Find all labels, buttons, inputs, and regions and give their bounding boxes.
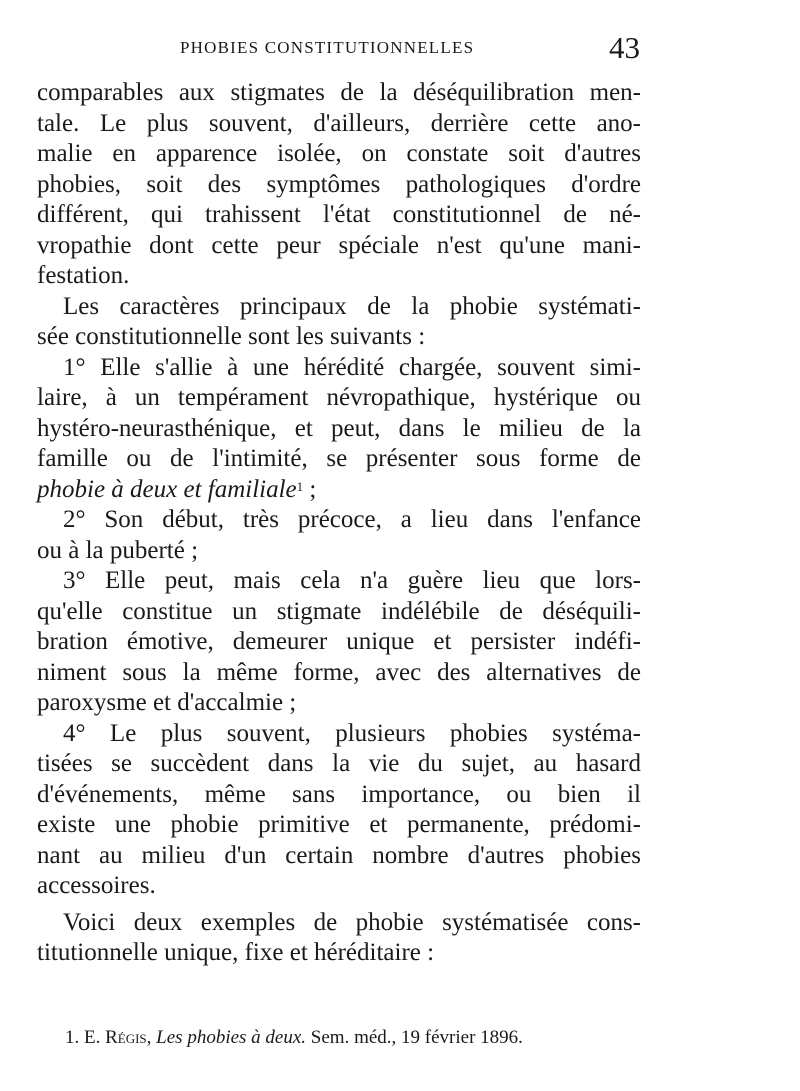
page-number: 43 bbox=[609, 30, 640, 65]
list-item-1-line: 1° Elle s'allie à une hérédité chargée, souvent simi- bbox=[63, 353, 641, 381]
text-line: famille ou de l'intimité, se présenter sous forme de bbox=[37, 445, 641, 472]
footnote-citation: Sem. méd., 19 février 1896. bbox=[306, 1027, 523, 1048]
paragraph-start-line: Voici deux exemples de phobie systématisée cons- bbox=[63, 908, 641, 936]
text-line: qu'elle constitue un stigmate indélébile de déséquili- bbox=[37, 597, 641, 625]
list-item-2-line: 2° Son début, très précoce, a lieu dans l'enfance bbox=[63, 506, 641, 533]
text-line: tisées se succèdent dans la vie du sujet, au hasard bbox=[37, 750, 641, 777]
footnote-ref[interactable]: 1 bbox=[296, 478, 304, 494]
text-line: festation. bbox=[37, 262, 130, 289]
text-line: paroxysme et d'accalmie ; bbox=[37, 689, 297, 716]
text-line: niment sous la même forme, avec des alternatives de bbox=[37, 658, 641, 686]
footnote-number: 1. bbox=[65, 1027, 84, 1048]
text-line: tale. Le plus souvent, d'ailleurs, derrière cette ano- bbox=[37, 109, 641, 137]
footnote-author: E. Régis, bbox=[84, 1027, 152, 1048]
page-header bbox=[0, 30, 800, 66]
text-line: sée constitutionnelle sont les suivants : bbox=[37, 323, 426, 350]
text-line: comparables aux stigmates de la déséquilibration men- bbox=[37, 79, 641, 106]
text-line: vropathie dont cette peur spéciale n'est qu'une mani- bbox=[37, 231, 641, 259]
text-line: malie en apparence isolée, on constate soit d'autres bbox=[37, 140, 641, 167]
text-line: titutionnelle unique, fixe et héréditaire : bbox=[37, 939, 435, 966]
text-line: d'événements, même sans importance, ou bien il bbox=[37, 780, 641, 808]
paragraph-start-line: Les caractères principaux de la phobie systémati- bbox=[63, 292, 641, 320]
text-line: hystéro-neurasthénique, et peut, dans le milieu de la bbox=[37, 414, 641, 442]
text-line-italic bbox=[37, 475, 641, 506]
text-line: existe une phobie primitive et permanente, prédomi- bbox=[37, 811, 641, 838]
text-line: bration émotive, demeurer unique et persister indéfi- bbox=[37, 628, 641, 655]
text-line: accessoires. bbox=[37, 872, 156, 899]
line-tail: ; bbox=[303, 475, 317, 503]
footnote-title: Les phobies à deux. bbox=[151, 1027, 307, 1048]
list-item-3-line: 3° Elle peut, mais cela n'a guère lieu que lors- bbox=[63, 567, 641, 594]
text-line: laire, à un tempérament névropathique, hystérique ou bbox=[37, 384, 641, 411]
running-head: PHOBIES CONSTITUTIONNELLES bbox=[180, 38, 475, 57]
text-line: différent, qui trahissent l'état constitutionnel de né- bbox=[37, 201, 641, 228]
body-text bbox=[37, 78, 641, 969]
text-line: nant au milieu d'un certain nombre d'autres phobies bbox=[37, 841, 641, 869]
list-item-4-line: 4° Le plus souvent, plusieurs phobies systéma- bbox=[63, 719, 641, 747]
footnote bbox=[65, 1027, 655, 1049]
text-line: phobies, soit des symptômes pathologiques d'ordre bbox=[37, 170, 641, 198]
italic-phrase: phobie à deux et familiale bbox=[37, 475, 297, 503]
text-line: ou à la puberté ; bbox=[37, 536, 199, 564]
